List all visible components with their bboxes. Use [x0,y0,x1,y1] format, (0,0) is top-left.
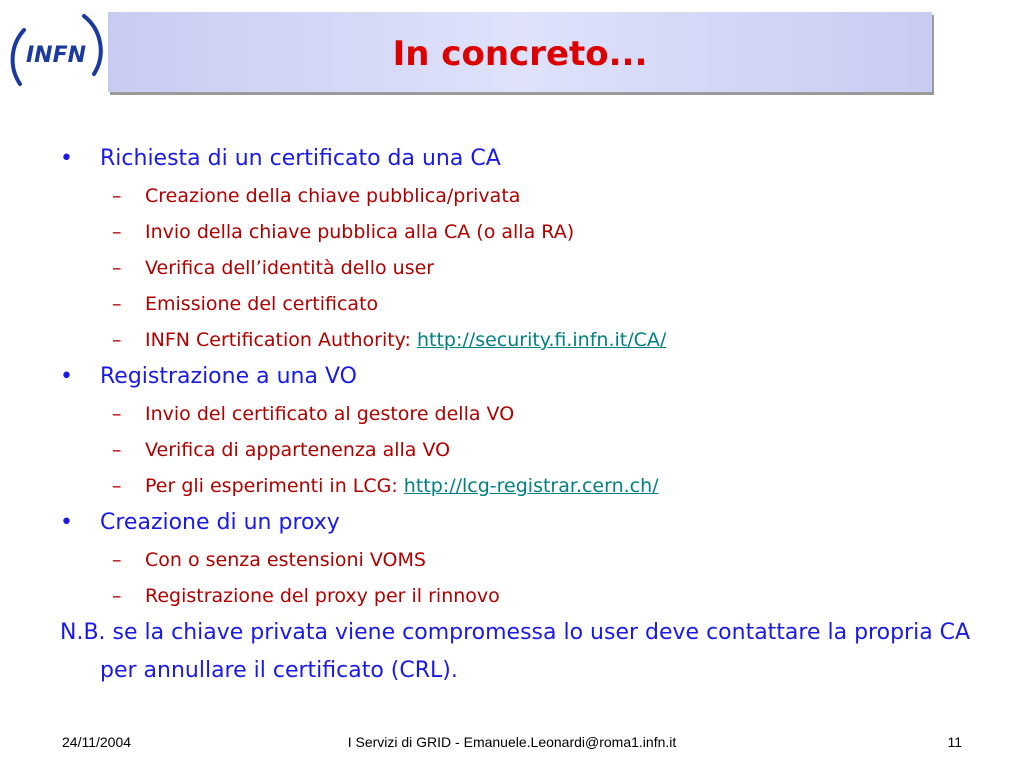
bullet-item [60,358,980,396]
dash-marker: – [112,185,122,207]
sub-item-text: Invio della chiave pubblica alla CA (o alla RA) [145,221,575,243]
logo-text: INFN [25,43,87,68]
sub-item-text: Creazione della chiave pubblica/privata [145,185,521,207]
dash-marker: – [112,403,122,425]
sub-item [60,286,980,322]
infn-logo [6,4,106,104]
sub-item-text: Verifica dell’identità dello user [145,257,435,279]
sub-item-text: Emissione del certificato [145,293,379,315]
slide-title: In concreto... [392,34,648,74]
sub-item [60,322,980,358]
bullet-marker: • [60,510,73,535]
note-text: N.B. se la chiave privata viene compromessa lo user deve contattare la propria CA per annullare il certificato (CRL). [60,620,971,683]
sub-item-text: Invio del certificato al gestore della VO [145,403,515,425]
sub-item-text: Per gli esperimenti in LCG: [145,475,404,497]
sub-item-text: INFN Certification Authority: [145,329,417,351]
bullet-label: Richiesta di un certificato da una CA [100,146,501,171]
dash-marker: – [112,549,122,571]
bullet-item [60,504,980,542]
footer-center: I Servizi di GRID - Emanuele.Leonardi@roma1.infn.it [347,734,677,750]
sub-item [60,468,980,504]
footer-date: 24/11/2004 [62,734,132,750]
footer-page-number: 11 [947,734,962,750]
bullet-marker: • [60,146,73,171]
sub-item-text: Verifica di appartenenza alla VO [145,439,451,461]
dash-marker: – [112,329,122,351]
sub-item-text: Con o senza estensioni VOMS [145,549,426,571]
bullet-label: Creazione di un proxy [100,510,340,535]
sub-item [60,250,980,286]
slide-content [60,140,980,690]
sub-item [60,396,980,432]
dash-marker: – [112,475,122,497]
bullet-label: Registrazione a una VO [100,364,357,389]
dash-marker: – [112,221,122,243]
dash-marker: – [112,585,122,607]
sub-item [60,542,980,578]
dash-marker: – [112,293,122,315]
dash-marker: – [112,257,122,279]
sub-item [60,214,980,250]
bullet-item [60,140,980,178]
title-bar [108,12,932,92]
sub-item [60,432,980,468]
dash-marker: – [112,439,122,461]
url-link[interactable]: http://lcg-registrar.cern.ch/ [403,475,659,497]
bullet-marker: • [60,364,73,389]
sub-item [60,178,980,214]
sub-item-text: Registrazione del proxy per il rinnovo [145,585,500,607]
sub-item [60,578,980,614]
url-link[interactable]: http://security.fi.infn.it/CA/ [416,329,667,351]
